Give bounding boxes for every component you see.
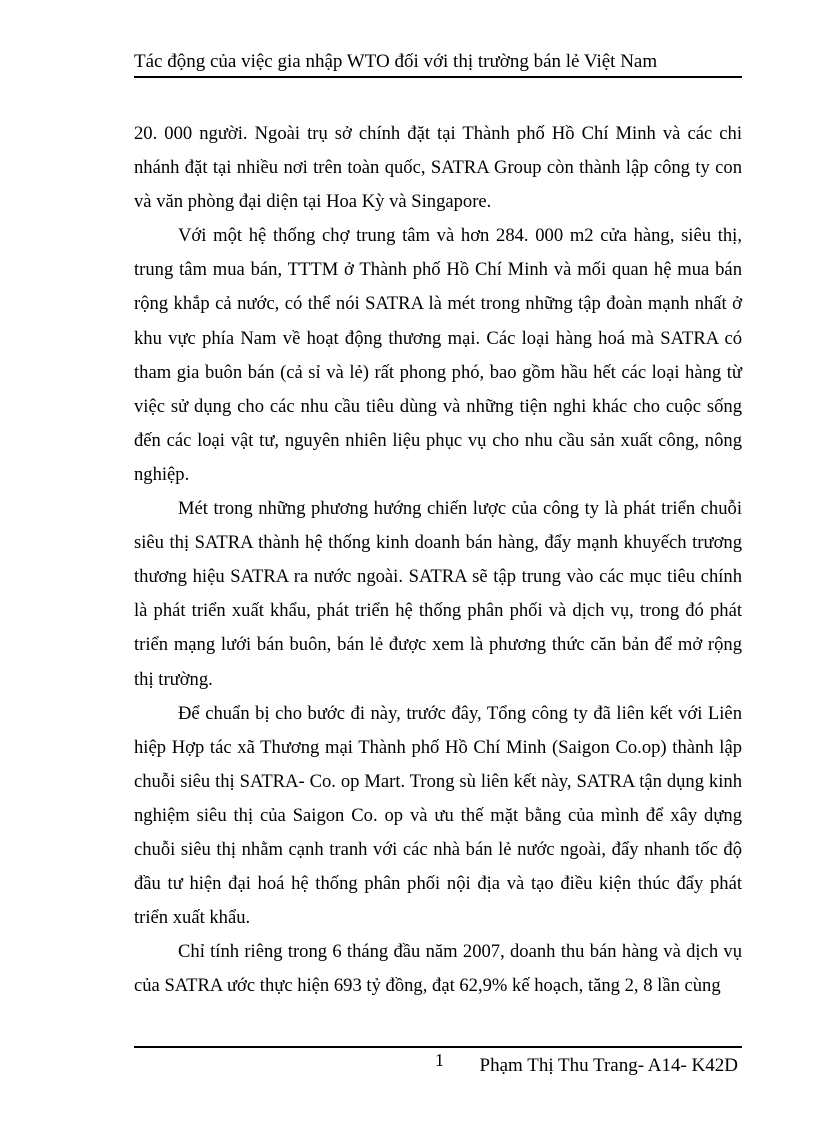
paragraph-continued: 20. 000 người. Ngoài trụ sở chính đặt tại Thành phố Hồ Chí Minh và các chi nhánh đặt tại nhiều nơi trên toàn quốc, SATRA Group còn thành lập công ty con và văn phòng đại diện tại Hoa Kỳ và Singapore. [134, 123, 742, 213]
paragraph: Để chuẩn bị cho bước đi này, trước đây, Tổng công ty đã liên kết với Liên hiệp Hợp tác xã Thương mại Thành phố Hồ Chí Minh (Saigon Co.op) thành lập chuỗi siêu thị SATRA- Co. op Mart. Trong sù liên kết này, SATRA tận dụng kinh nghiệm siêu thị của Saigon Co. op và ưu thế mặt bằng của mình để xây dựng chuỗi siêu thị nhằm cạnh tranh với các nhà bán lẻ nước ngoài, đẩy nhanh tốc độ đầu tư hiện đại hoá hệ thống phân phối nội địa và tạo điều kiện thúc đẩy phát triển xuất khẩu. [134, 702, 742, 929]
page-number: 1 [435, 1050, 444, 1070]
document-body [134, 117, 742, 1003]
page-header [134, 50, 742, 78]
paragraph: Mét trong những phương hướng chiến lược của công ty là phát triển chuỗi siêu thị SATRA thành hệ thống kinh doanh bán hàng, đẩy mạnh khuyếch trương thương hiệu SATRA ra nước ngoài. SATRA sẽ tập trung vào các mục tiêu chính là phát triển xuất khẩu, phát triển hệ thống phân phối và dịch vụ, trong đó phát triển mạng lưới bán buôn, bán lẻ được xem là phương thức căn bản để mở rộng thị trường. [134, 498, 742, 690]
paragraph: Với một hệ thống chợ trung tâm và hơn 284. 000 m2 cửa hàng, siêu thị, trung tâm mua bán, TTTM ở Thành phố Hồ Chí Minh và mối quan hệ mua bán rộng khắp cả nước, có thể nói SATRA là mét trong những tập đoàn mạnh nhất ở khu vực phía Nam về hoạt động thương mại. Các loại hàng hoá mà SATRA có tham gia buôn bán (cả sỉ và lẻ) rất phong phó, bao gồm hầu hết các loại hàng từ việc sử dụng cho các nhu cầu tiêu dùng và những tiện nghi khác cho cuộc sống đến các loại vật tư, nguyên nhiên liệu phục vụ cho nhu cầu sản xuất công, nông nghiệp. [134, 225, 742, 485]
paragraph: Chỉ tính riêng trong 6 tháng đầu năm 2007, doanh thu bán hàng và dịch vụ của SATRA ước thực hiện 693 tỷ đồng, đạt 62,9% kế hoạch, tăng 2, 8 lần cùng [134, 941, 742, 997]
page-footer [134, 1046, 742, 1078]
document-title: Tác động của việc gia nhập WTO đối với thị trường bán lẻ Việt Nam [134, 51, 658, 72]
author-name: Phạm Thị Thu Trang- A14- K42D [479, 1055, 738, 1076]
